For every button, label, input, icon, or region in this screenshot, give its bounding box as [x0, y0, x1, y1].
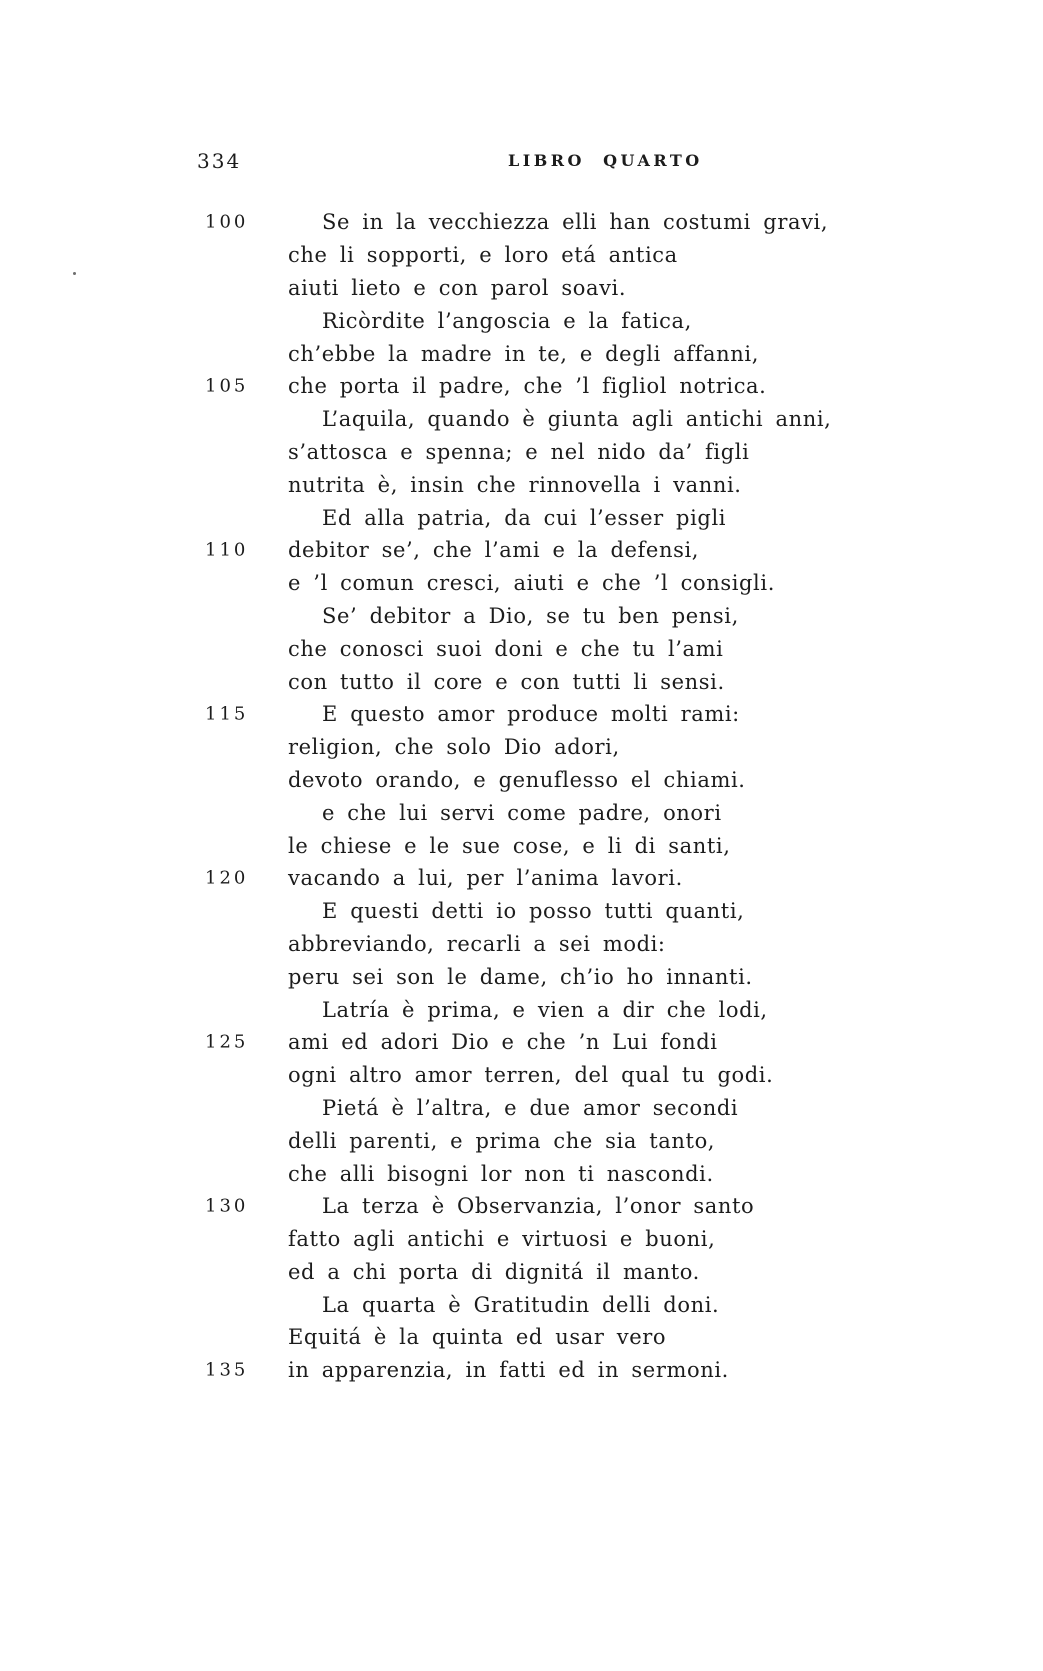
poem-line	[0, 632, 1043, 665]
line-number: 105	[205, 375, 249, 397]
poem-line	[0, 1059, 1043, 1092]
ink-speck	[73, 272, 76, 275]
poem-line	[0, 796, 1043, 829]
poem-text	[0, 206, 1043, 1387]
poem-line	[0, 960, 1043, 993]
running-header: LIBRO QUARTO	[508, 151, 703, 170]
verse-text: ami ed adori Dio e che ’n Lui fondi	[288, 1030, 718, 1055]
poem-line	[0, 1354, 1043, 1387]
poem-line	[0, 567, 1043, 600]
verse-text: La quarta è Gratitudin delli doni.	[322, 1292, 720, 1317]
poem-line	[0, 239, 1043, 272]
verse-text: con tutto il core e con tutti li sensi.	[288, 669, 725, 694]
line-number: 100	[205, 211, 249, 233]
verse-text: fatto agli antichi e virtuosi e buoni,	[288, 1227, 716, 1252]
verse-text: debitor se’, che l’ami e la defensi,	[288, 538, 700, 563]
verse-text: La terza è Observanzia, l’onor santo	[322, 1194, 755, 1219]
poem-line	[0, 1321, 1043, 1354]
verse-text: devoto orando, e genuflesso el chiami.	[288, 767, 746, 792]
verse-text: vacando a lui, per l’anima lavori.	[288, 866, 683, 891]
poem-line	[0, 436, 1043, 469]
poem-line	[0, 304, 1043, 337]
poem-line	[0, 1223, 1043, 1256]
verse-text: abbreviando, recarli a sei modi:	[288, 931, 666, 956]
verse-text: che conosci suoi doni e che tu l’ami	[288, 636, 724, 661]
line-number: 125	[205, 1031, 249, 1053]
verse-text: che li sopporti, e loro etá antica	[288, 243, 678, 268]
poem-line	[0, 665, 1043, 698]
verse-text: religion, che solo Dio adori,	[288, 735, 620, 760]
verse-text: E questi detti io posso tutti quanti,	[322, 899, 745, 924]
line-number: 110	[205, 539, 249, 561]
poem-line	[0, 534, 1043, 567]
verse-text: s’attosca e spenna; e nel nido da’ figli	[288, 439, 750, 464]
verse-text: Ed alla patria, da cui l’esser pigli	[322, 505, 727, 530]
verse-text: che porta il padre, che ’l figliol notrica.	[288, 374, 767, 399]
verse-text: che alli bisogni lor non ti nascondi.	[288, 1161, 714, 1186]
verse-text: in apparenzia, in fatti ed in sermoni.	[288, 1358, 729, 1383]
poem-line	[0, 1092, 1043, 1125]
line-number: 135	[205, 1359, 249, 1381]
line-number: 115	[205, 703, 249, 725]
page-number: 334	[197, 149, 242, 173]
poem-line	[0, 1026, 1043, 1059]
line-number: 120	[205, 867, 249, 889]
line-number: 130	[205, 1195, 249, 1217]
poem-line	[0, 206, 1043, 239]
poem-line	[0, 1190, 1043, 1223]
verse-text: nutrita è, insin che rinnovella i vanni.	[288, 472, 742, 497]
poem-line	[0, 862, 1043, 895]
poem-line	[0, 600, 1043, 633]
poem-line	[0, 1288, 1043, 1321]
poem-line	[0, 370, 1043, 403]
poem-line	[0, 895, 1043, 928]
verse-text: L’aquila, quando è giunta agli antichi anni,	[322, 407, 832, 432]
poem-line	[0, 1157, 1043, 1190]
poem-line	[0, 993, 1043, 1026]
verse-text: ogni altro amor terren, del qual tu godi.	[288, 1063, 774, 1088]
poem-line	[0, 337, 1043, 370]
poem-line	[0, 698, 1043, 731]
verse-text: Pietá è l’altra, e due amor secondi	[322, 1095, 739, 1120]
poem-line	[0, 468, 1043, 501]
verse-text: Se’ debitor a Dio, se tu ben pensi,	[322, 603, 739, 628]
poem-line	[0, 501, 1043, 534]
verse-text: e che lui servi come padre, onori	[322, 800, 722, 825]
verse-text: delli parenti, e prima che sia tanto,	[288, 1128, 716, 1153]
verse-text: E questo amor produce molti rami:	[322, 702, 740, 727]
poem-line	[0, 1256, 1043, 1289]
poem-line	[0, 731, 1043, 764]
poem-line	[0, 829, 1043, 862]
verse-text: e ’l comun cresci, aiuti e che ’l consigli.	[288, 571, 775, 596]
poem-line	[0, 1124, 1043, 1157]
verse-text: peru sei son le dame, ch’io ho innanti.	[288, 964, 753, 989]
verse-text: aiuti lieto e con parol soavi.	[288, 275, 627, 300]
poem-line	[0, 403, 1043, 436]
verse-text: le chiese e le sue cose, e li di santi,	[288, 833, 731, 858]
verse-text: Equitá è la quinta ed usar vero	[288, 1325, 667, 1350]
verse-text: Ricòrdite l’angoscia e la fatica,	[322, 308, 692, 333]
poem-line	[0, 272, 1043, 305]
verse-text: ch’ebbe la madre in te, e degli affanni,	[288, 341, 759, 366]
verse-text: Se in la vecchiezza elli han costumi gravi,	[322, 210, 829, 235]
poem-line	[0, 928, 1043, 961]
verse-text: Latría è prima, e vien a dir che lodi,	[322, 997, 768, 1022]
poem-line	[0, 764, 1043, 797]
verse-text: ed a chi porta di dignitá il manto.	[288, 1259, 700, 1284]
